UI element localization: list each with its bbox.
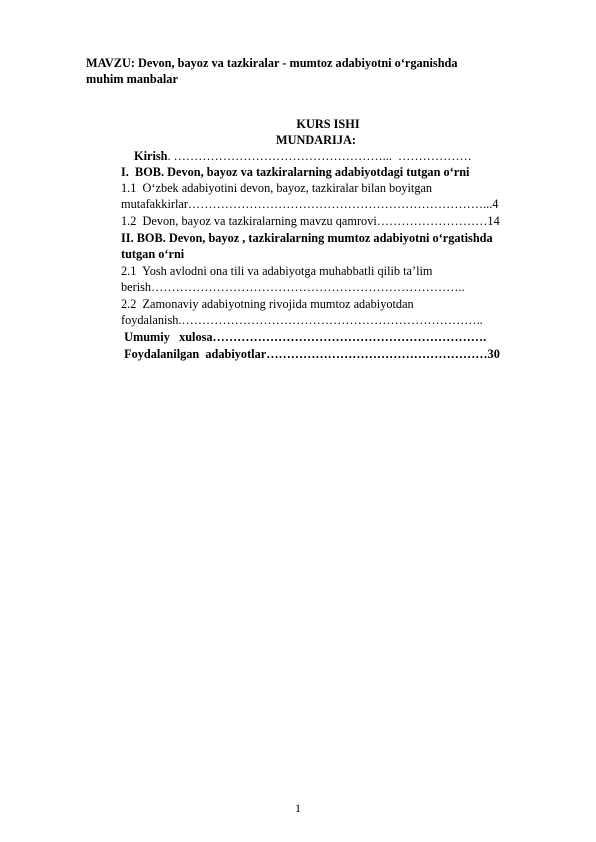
toc-section-1-2: 1.2 Devon, bayoz va tazkiralarning mavzu qamrovi………………………14 xyxy=(121,214,500,228)
toc-xulosa: Umumiy xulosa…………………………………………………………. xyxy=(121,330,487,344)
topic-line-2: muhim manbalar xyxy=(86,72,178,86)
mundarija-heading: MUNDARIJA: xyxy=(276,133,356,147)
toc-bob-2-line-2: tutgan o‘rni xyxy=(121,247,185,261)
toc-kirish xyxy=(134,149,472,164)
toc-section-1-1-line-1: 1.1 O‘zbek adabiyotini devon, bayoz, tazkiralar bilan boyitgan xyxy=(121,181,433,195)
toc-kirish-label: Kirish xyxy=(134,149,168,163)
toc-section-2-1-line-2: berish………………………………………………………………….. xyxy=(121,280,465,294)
kurs-ishi-heading: KURS ISHI xyxy=(296,117,360,131)
toc-adabiyotlar: Foydalanilgan adabiyotlar………………………………………………30 xyxy=(121,347,500,361)
toc-section-1-1-line-2: mutafakkirlar………………………………………………………………...4 xyxy=(121,197,499,211)
toc-bob-1-title: . Devon, bayoz va tazkiralarning adabiyotdagi tutgan o‘rni xyxy=(160,165,470,179)
toc-section-2-1-line-1: 2.1 Yosh avlodni ona tili va adabiyotga muhabbatli qilib ta’lim xyxy=(121,264,433,278)
toc-bob-1-num: I. BOB xyxy=(121,165,161,179)
toc-bob-1 xyxy=(121,165,469,180)
toc-bob-2-line-1: II. BOB. Devon, bayoz , tazkiralarning mumtoz adabiyotni o‘rgatishda xyxy=(121,231,493,245)
page-number: 1 xyxy=(295,801,301,815)
topic-line-1: MAVZU: Devon, bayoz va tazkiralar - mumtoz adabiyotni o‘rganishda xyxy=(86,56,458,70)
toc-section-2-2-line-2: foydalanish.……………………………………………………………….. xyxy=(121,313,483,327)
toc-kirish-dots: . ……………………………………………... ……………… xyxy=(167,149,472,163)
toc-section-2-2-line-1: 2.2 Zamonaviy adabiyotning rivojida mumtoz adabiyotdan xyxy=(121,297,414,311)
